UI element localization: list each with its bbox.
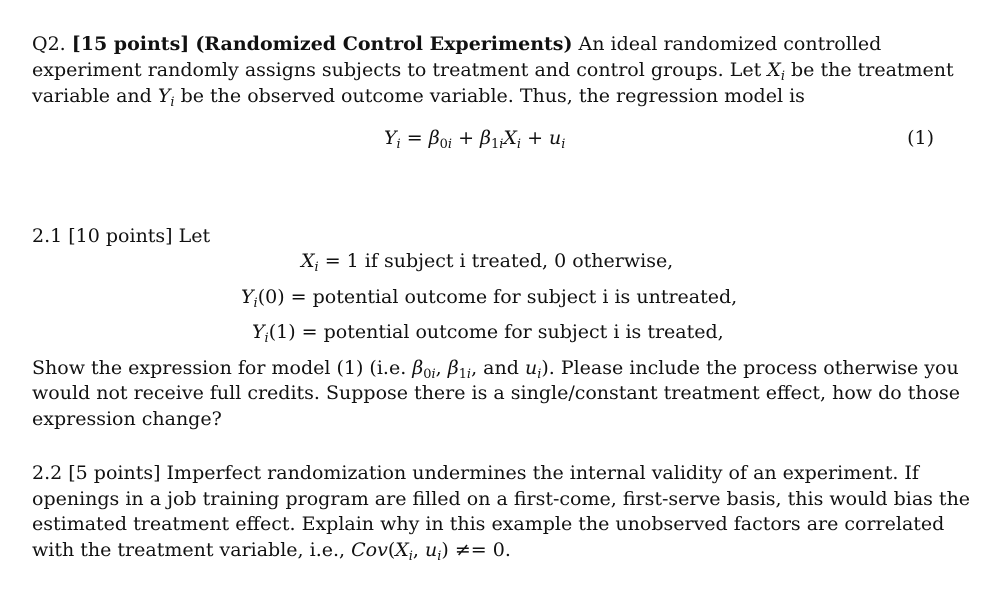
q2-line-1 bbox=[32, 32, 942, 56]
q2-line-3 bbox=[32, 84, 942, 108]
part-2-2-line-1: 2.2 [5 points] Imperfect randomization undermines the internal validity of an experiment. If bbox=[32, 462, 919, 484]
body-text-1b: and bbox=[483, 357, 519, 379]
intro-text-3: variable and bbox=[32, 85, 152, 107]
math-cov: Cov bbox=[351, 539, 388, 561]
part-2-2-line-3: estimated treatment effect. Explain why in this example the unobserved factors are correlated bbox=[32, 513, 945, 535]
question-points: [15 points] bbox=[71, 33, 190, 55]
body-text-1a: Show the expression for model (1) (i.e. bbox=[32, 357, 407, 379]
body-text-1c: ). Please include the process otherwise you bbox=[541, 357, 959, 379]
intro-text-2b: be the treatment bbox=[791, 59, 954, 81]
body-text-4b: 0. bbox=[492, 539, 511, 561]
question-title: (Randomized Control Experiments) bbox=[195, 33, 573, 55]
regression-equation: $Y_i = \beta_{0i} + \beta_{1i}X_i + u_i$ bbox=[384, 127, 566, 152]
part-2-1-line-2: would not receive full credits. Suppose there is a single/constant treatment effect, how do those bbox=[32, 382, 961, 404]
math-yi: $Y_i$ bbox=[157, 85, 175, 110]
part-2-2-line-2: openings in a job training program are filled on a first-come, first-serve basis, this would bias the bbox=[32, 488, 971, 510]
part-2-1-line-3: expression change? bbox=[32, 408, 222, 430]
definition-y1: $Y_i(1)$ = potential outcome for subject i is treated, bbox=[252, 321, 724, 346]
part-2-1-line-1: Show the expression for model (1) (i.e. $\beta_{0i}$, $\beta_{1i}$, and $u_i$). Please include the process otherwise you bbox=[32, 357, 959, 382]
body-text-4a: with the treatment variable, i.e., bbox=[32, 539, 346, 561]
intro-text-1: An ideal randomized controlled bbox=[578, 33, 882, 55]
equation-number: (1) bbox=[907, 127, 934, 149]
math-xi: $X_i$ bbox=[767, 59, 785, 84]
definition-y0: $Y_i(0)$ = potential outcome for subject i is untreated, bbox=[241, 286, 738, 311]
intro-text-2: experiment randomly assigns subjects to treatment and control groups. Let bbox=[32, 59, 762, 81]
definition-y1-text: = potential outcome for subject i is treated, bbox=[301, 321, 724, 343]
definition-x-text: = 1 if subject i treated, 0 otherwise, bbox=[324, 250, 674, 272]
definition-y0-text: = potential outcome for subject i is untreated, bbox=[290, 286, 738, 308]
part-2-2-line-4: with the treatment variable, i.e., $Cov(X_i$, $u_i) \ne= 0$. bbox=[32, 539, 511, 564]
question-label: Q2. bbox=[32, 33, 66, 55]
q2-line-2 bbox=[32, 58, 954, 84]
part-2-1-header: 2.1 [10 points] Let bbox=[32, 225, 211, 247]
definition-x: $X_i = 1$ if subject i treated, 0 otherwise, bbox=[301, 250, 674, 275]
intro-text-3b: be the observed outcome variable. Thus, the regression model is bbox=[180, 85, 805, 107]
